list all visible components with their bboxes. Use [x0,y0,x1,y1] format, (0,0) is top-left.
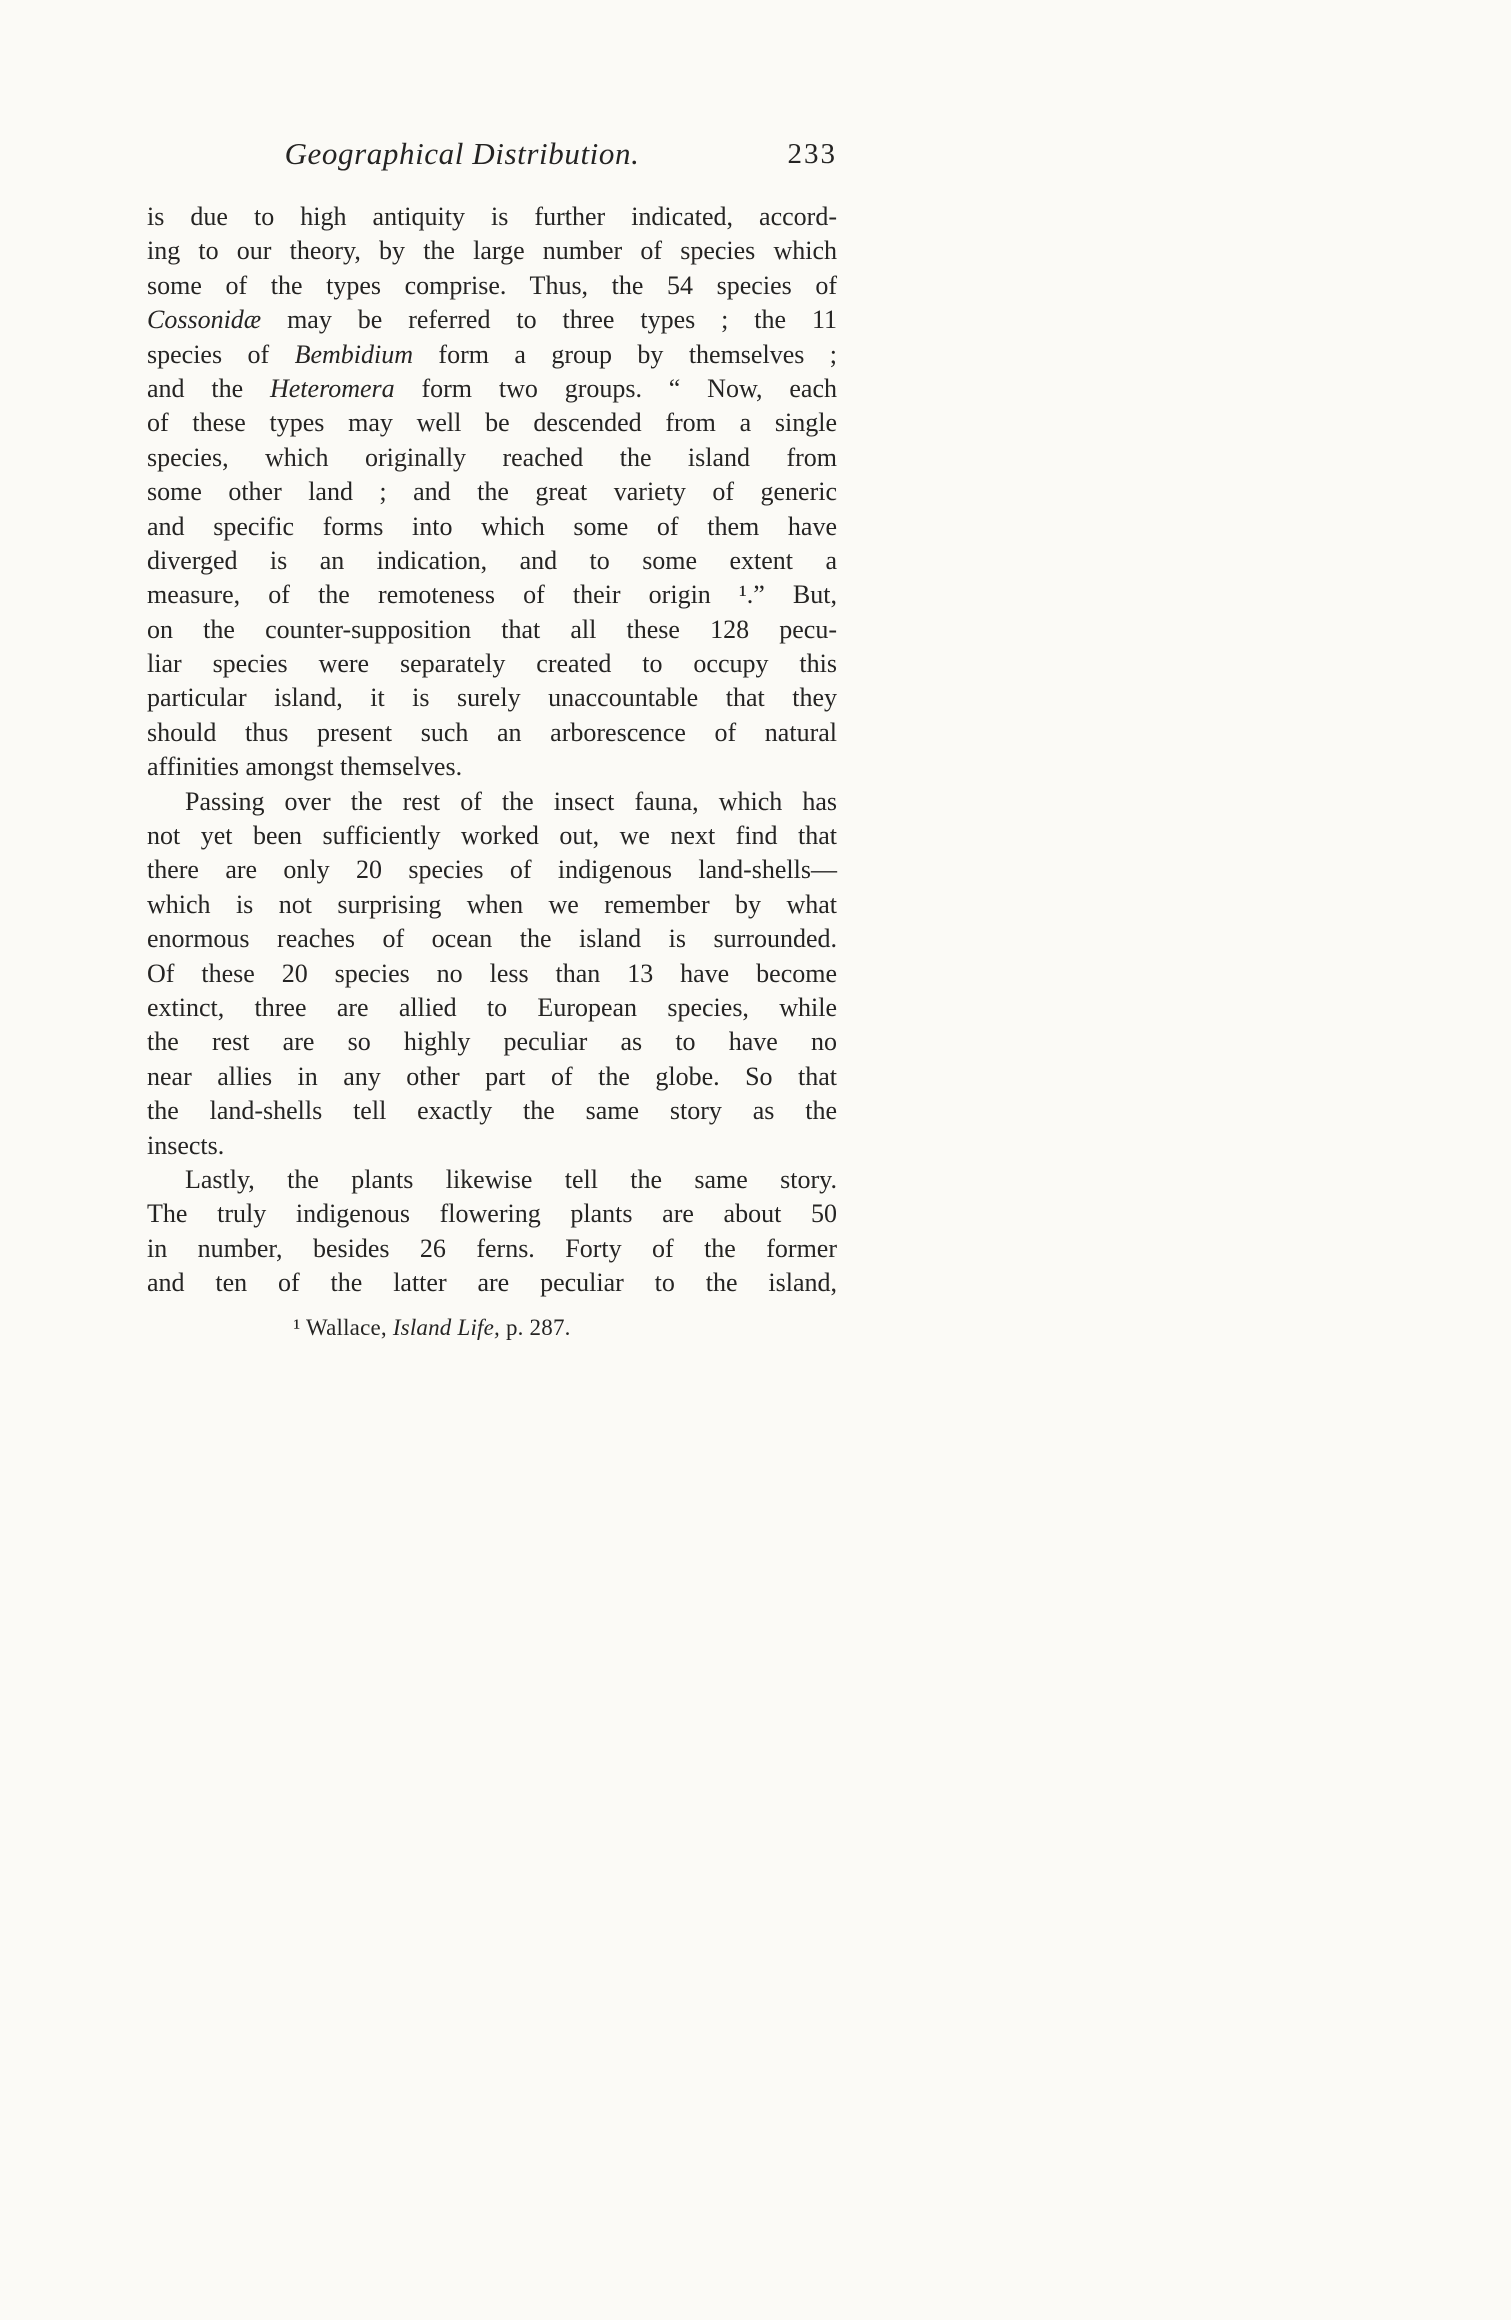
body-text [147,200,837,1301]
text-line: particular island, it is surely unaccountable that they [147,683,837,713]
text-line: measure, of the remoteness of their origin ¹.” But, [147,580,837,610]
text-line: should thus present such an arborescence of natural [147,717,837,747]
text-line: species, which originally reached the island from [147,442,837,472]
text-line: Passing over the rest of the insect fauna, which has [185,786,837,816]
page-title: Geographical Distribution. [284,136,640,171]
text-line: insects. [147,1130,225,1160]
text-line: is due to high antiquity is further indicated, accord- [147,202,837,231]
text-line: on the counter-supposition that all these 128 pecu- [147,614,837,644]
text-line: near allies in any other part of the globe. So that [147,1061,837,1091]
text-line: Lastly, the plants likewise tell the same story. [185,1164,837,1194]
text-line: Of these 20 species no less than 13 have become [147,958,837,988]
text-block [147,136,837,1341]
text-line: enormous reaches of ocean the island is surrounded. [147,924,837,954]
text-line: and ten of the latter are peculiar to the island, [147,1268,837,1298]
text-line: Cossonidæ may be referred to three types ; the 11 [147,305,837,335]
running-header [147,136,837,180]
text-line: the rest are so highly peculiar as to have no [147,1027,837,1057]
text-line: of these types may well be descended from a single [147,408,837,438]
text-line: diverged is an indication, and to some extent a [147,545,837,575]
text-line: species of Bembidium form a group by themselves ; [147,339,837,369]
text-line: in number, besides 26 ferns. Forty of the former [147,1233,837,1263]
text-line: some other land ; and the great variety of generic [147,477,837,507]
text-line: there are only 20 species of indigenous land-shells— [147,855,837,885]
paragraph [147,1163,837,1301]
text-line: ing to our theory, by the large number of species which [147,236,837,266]
page-number: 233 [787,138,837,170]
text-line: not yet been sufficiently worked out, we next find that [147,821,837,851]
paragraph [147,785,837,1163]
text-line: and specific forms into which some of them have [147,511,837,541]
text-line: and the Heteromera form two groups. “ Now, each [147,373,838,403]
text-line: which is not surprising when we remember by what [147,889,837,919]
text-line: some of the types comprise. Thus, the 54 species of [147,270,837,300]
text-line: The truly indigenous flowering plants are about 50 [147,1199,837,1229]
text-line: extinct, three are allied to European species, while [147,992,837,1022]
text-line: affinities amongst themselves. [147,752,463,782]
footnote: ¹ Wallace, Island Life, p. 287. [293,1314,571,1340]
paragraph [147,200,837,785]
text-line: liar species were separately created to occupy this [147,649,837,679]
text-line: the land-shells tell exactly the same story as the [147,1096,837,1126]
